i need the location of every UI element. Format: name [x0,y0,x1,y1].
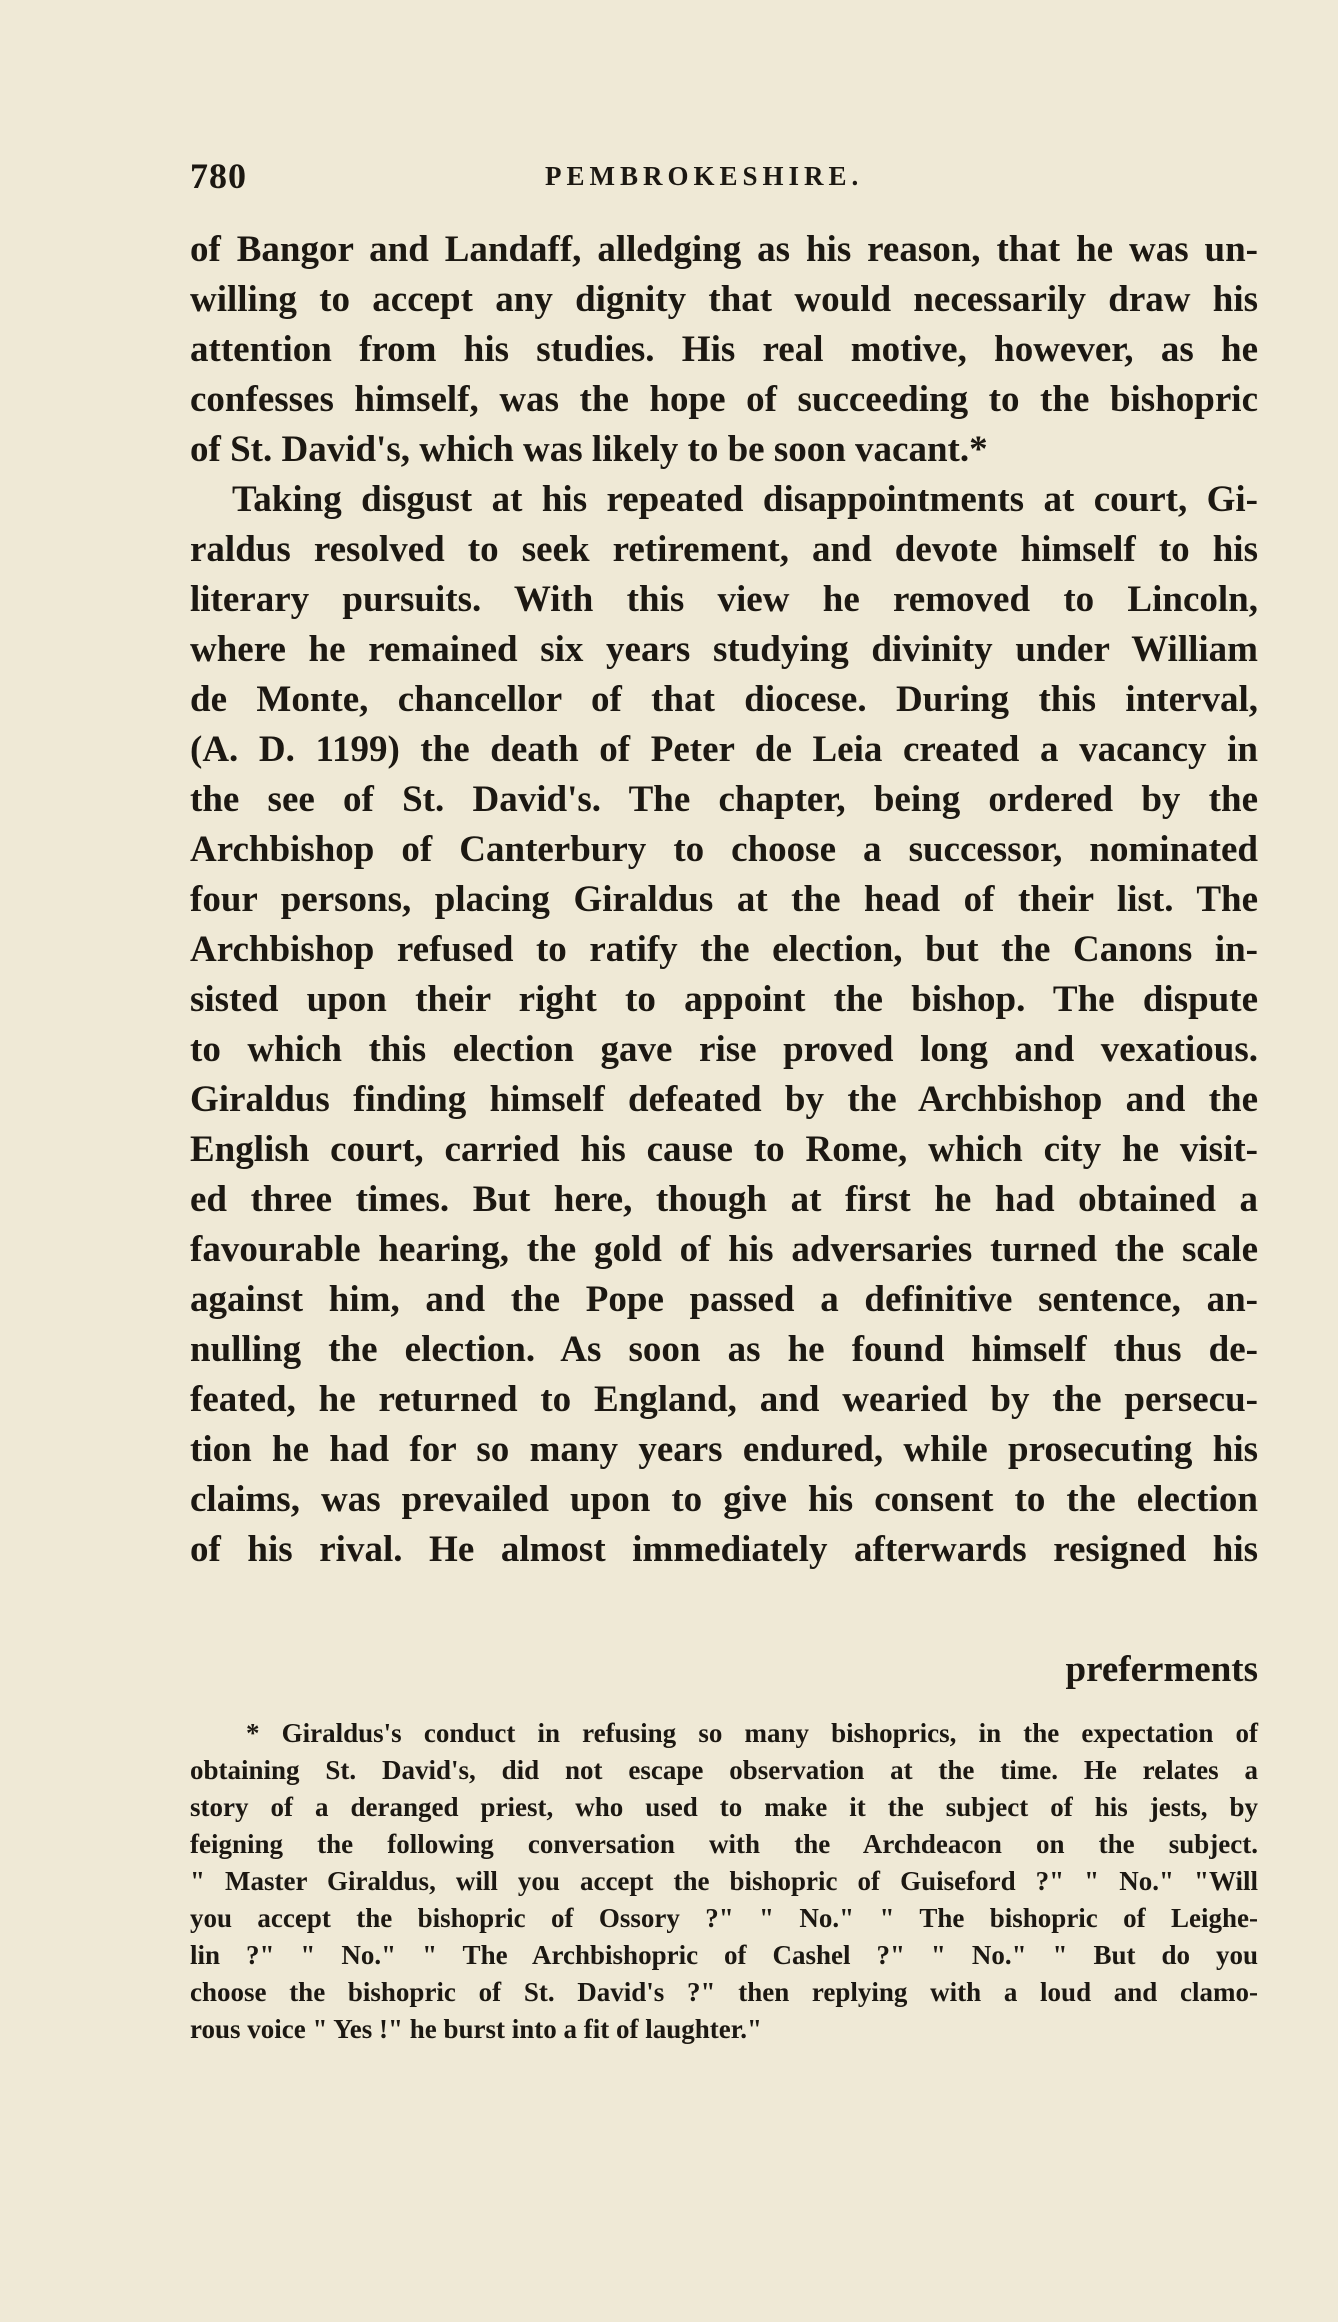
text-line: willing to accept any dignity that would necessarily draw his [190,279,1258,320]
footnote-line: lin ?" " No." " The Archbishopric of Cashel ?" " No." " But do you [190,1940,1258,1970]
text-line: of St. David's, which was likely to be soon vacant.* [190,429,988,470]
footnote-line: feigning the following conversation with the Archdeacon on the subject. [190,1829,1258,1859]
footnote-line: obtaining St. David's, did not escape observation at the time. He relates a [190,1755,1258,1785]
footnote-line: rous voice " Yes !" he burst into a fit of laughter." [190,2014,762,2044]
text-line: sisted upon their right to appoint the bishop. The dispute [190,979,1258,1020]
text-line: ed three times. But here, though at first he had obtained a [190,1179,1258,1220]
text-line: literary pursuits. With this view he removed to Lincoln, [190,579,1258,620]
footnote-line: story of a deranged priest, who used to make it the subject of his jests, by [190,1792,1258,1822]
footnote-line: choose the bishopric of St. David's ?" then replying with a loud and clamo- [190,1977,1258,2007]
text-line: (A. D. 1199) the death of Peter de Leia created a vacancy in [190,729,1258,770]
text-line: favourable hearing, the gold of his adversaries turned the scale [190,1229,1258,1270]
text-line: of his rival. He almost immediately afterwards resigned his [190,1529,1258,1570]
footnote [190,1715,1258,2048]
page-number: 780 [190,156,247,196]
text-line: four persons, placing Giraldus at the head of their list. The [190,879,1258,920]
text-line: English court, carried his cause to Rome, which city he visit- [190,1129,1258,1170]
page-header [190,155,1250,205]
text-line: raldus resolved to seek retirement, and devote himself to his [190,529,1258,570]
text-line: Archbishop refused to ratify the election, but the Canons in- [190,929,1258,970]
text-line: claims, was prevailed upon to give his consent to the election [190,1479,1258,1520]
body-text [190,225,1258,1575]
text-line: Taking disgust at his repeated disappointments at court, Gi- [232,479,1258,520]
text-line: attention from his studies. His real motive, however, as he [190,329,1258,370]
text-line: of Bangor and Landaff, alledging as his reason, that he was un- [190,229,1258,270]
text-line: against him, and the Pope passed a definitive sentence, an- [190,1279,1258,1320]
text-line: nulling the election. As soon as he found himself thus de- [190,1329,1258,1370]
running-head: PEMBROKESHIRE. [545,161,864,191]
text-line: the see of St. David's. The chapter, being ordered by the [190,779,1258,820]
footnote-line: you accept the bishopric of Ossory ?" " No." " The bishopric of Leighe- [190,1903,1258,1933]
text-line: Archbishop of Canterbury to choose a successor, nominated [190,829,1258,870]
text-line: de Monte, chancellor of that diocese. During this interval, [190,679,1258,720]
text-line: feated, he returned to England, and wearied by the persecu- [190,1379,1258,1420]
text-line: to which this election gave rise proved long and vexatious. [190,1029,1258,1070]
footnote-line: * Giraldus's conduct in refusing so many bishoprics, in the expectation of [246,1718,1258,1748]
text-line: where he remained six years studying divinity under William [190,629,1258,670]
text-line: Giraldus finding himself defeated by the Archbishop and the [190,1079,1258,1120]
text-line: confesses himself, was the hope of succeeding to the bishopric [190,379,1258,420]
text-line: tion he had for so many years endured, while prosecuting his [190,1429,1258,1470]
catchword: preferments [1065,1649,1258,1690]
footnote-line: " Master Giraldus, will you accept the bishopric of Guiseford ?" " No." "Will [190,1866,1258,1896]
